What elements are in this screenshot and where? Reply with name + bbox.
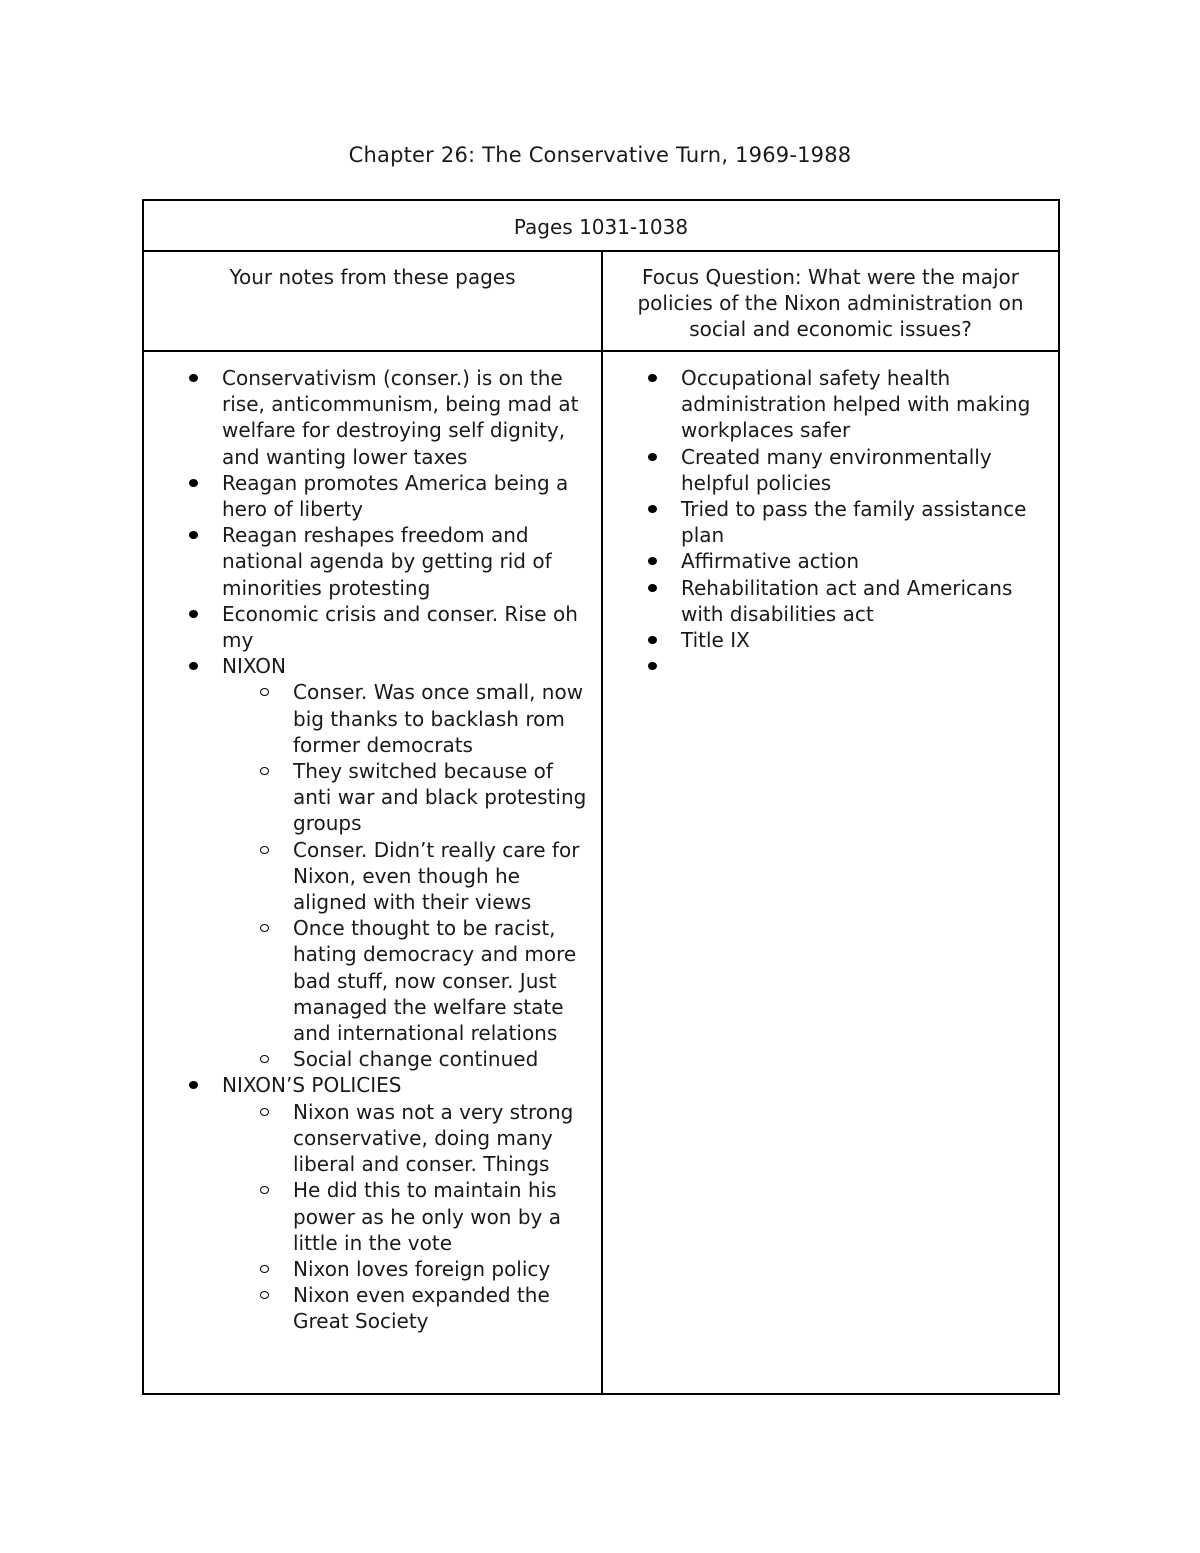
sub-note-item [184, 758, 594, 837]
focus-question-header: Focus Question: What were the major policies of the Nixon administration on social and economic issues? [637, 265, 1024, 341]
bullet-icon [189, 531, 198, 539]
sub-note-item [184, 915, 594, 1046]
bullet-icon [648, 505, 657, 513]
focus-answer-item [643, 653, 1043, 679]
circle-bullet-icon [260, 1291, 269, 1299]
note-text: NIXON [222, 654, 286, 679]
circle-bullet-icon [260, 688, 269, 696]
page-title: Chapter 26: The Conservative Turn, 1969-1988 [348, 143, 852, 167]
sub-note-item [184, 1046, 594, 1072]
note-item [184, 470, 594, 522]
sub-note-item [184, 837, 594, 916]
circle-bullet-icon [260, 1186, 269, 1194]
column-divider [601, 252, 603, 1393]
bullet-icon [648, 636, 657, 644]
bullet-icon [648, 662, 657, 670]
focus-answer-text: Tried to pass the family assistance plan [681, 497, 1027, 548]
note-item [184, 601, 594, 653]
sub-note-item [184, 1282, 594, 1334]
focus-answer-text: Affirmative action [681, 549, 860, 574]
bullet-icon [648, 557, 657, 565]
bullet-icon [189, 610, 198, 618]
note-item [184, 522, 594, 601]
bullet-icon [648, 374, 657, 382]
circle-bullet-icon [260, 924, 269, 932]
focus-answer-item [643, 444, 1043, 496]
sub-note-list [184, 679, 594, 1072]
sub-note-item [184, 679, 594, 758]
focus-answers-column [643, 365, 1043, 679]
note-item [184, 1072, 594, 1098]
focus-answer-text [681, 654, 687, 678]
notes-list [184, 365, 594, 1335]
focus-answer-item [643, 575, 1043, 627]
sub-note-text: Nixon even expanded the Great Society [293, 1283, 550, 1334]
circle-bullet-icon [260, 1108, 269, 1116]
bullet-icon [189, 662, 198, 670]
circle-bullet-icon [260, 1055, 269, 1063]
sub-note-item [184, 1177, 594, 1256]
bullet-icon [189, 1081, 198, 1089]
sub-note-text: Conser. Didn’t really care for Nixon, even though he aligned with their views [293, 837, 580, 915]
focus-answers-list [643, 365, 1043, 679]
sub-note-text: Once thought to be racist, hating democracy and more bad stuff, now conser. Just managed the welfare state and international relations [293, 916, 577, 1046]
note-text: Reagan reshapes freedom and national agenda by getting rid of minorities protesting [222, 523, 552, 600]
note-text: NIXON’S POLICIES [222, 1073, 402, 1098]
sub-note-text: Social change continued [293, 1047, 539, 1072]
sub-note-list [184, 1099, 594, 1335]
bullet-icon [648, 584, 657, 592]
sub-note-text: He did this to maintain his power as he only won by a little in the vote [293, 1178, 561, 1255]
focus-answer-text: Occupational safety health administration helped with making workplaces safer [681, 366, 1031, 443]
focus-answer-text: Title IX [681, 628, 750, 653]
focus-answer-item [643, 496, 1043, 548]
sub-note-text: They switched because of anti war and black protesting groups [293, 759, 587, 836]
note-item [184, 365, 594, 470]
pages-range-cell: Pages 1031-1038 [144, 201, 1058, 252]
notes-column-header: Your notes from these pages [229, 265, 516, 289]
focus-answer-item [643, 627, 1043, 653]
focus-answer-item [643, 365, 1043, 444]
circle-bullet-icon [260, 767, 269, 775]
bullet-icon [648, 453, 657, 461]
focus-answer-item [643, 548, 1043, 574]
note-text: Reagan promotes America being a hero of liberty [222, 470, 569, 522]
notes-table [142, 199, 1060, 1395]
sub-note-text: Nixon was not a very strong conservative, doing many liberal and conser. Things [293, 1099, 574, 1177]
focus-answer-text: Rehabilitation act and Americans with disabilities act [681, 575, 1013, 626]
bullet-icon [189, 374, 198, 382]
circle-bullet-icon [260, 1265, 269, 1273]
note-text: Economic crisis and conser. Rise oh my [222, 601, 578, 653]
sub-note-item [184, 1256, 594, 1282]
focus-answer-text: Created many environmentally helpful policies [681, 444, 992, 495]
notes-column [184, 365, 594, 1335]
sub-list-container [184, 679, 594, 1072]
note-item [184, 653, 594, 679]
sub-list-container [184, 1099, 594, 1335]
circle-bullet-icon [260, 846, 269, 854]
sub-note-text: Nixon loves foreign policy [293, 1256, 551, 1281]
sub-note-text: Conser. Was once small, now big thanks to backlash rom former democrats [293, 680, 584, 757]
sub-note-item [184, 1099, 594, 1178]
bullet-icon [189, 479, 198, 487]
note-text: Conservativism (conser.) is on the rise, anticommunism, being mad at welfare for destroying self dignity, and wanting lower taxes [222, 366, 579, 469]
